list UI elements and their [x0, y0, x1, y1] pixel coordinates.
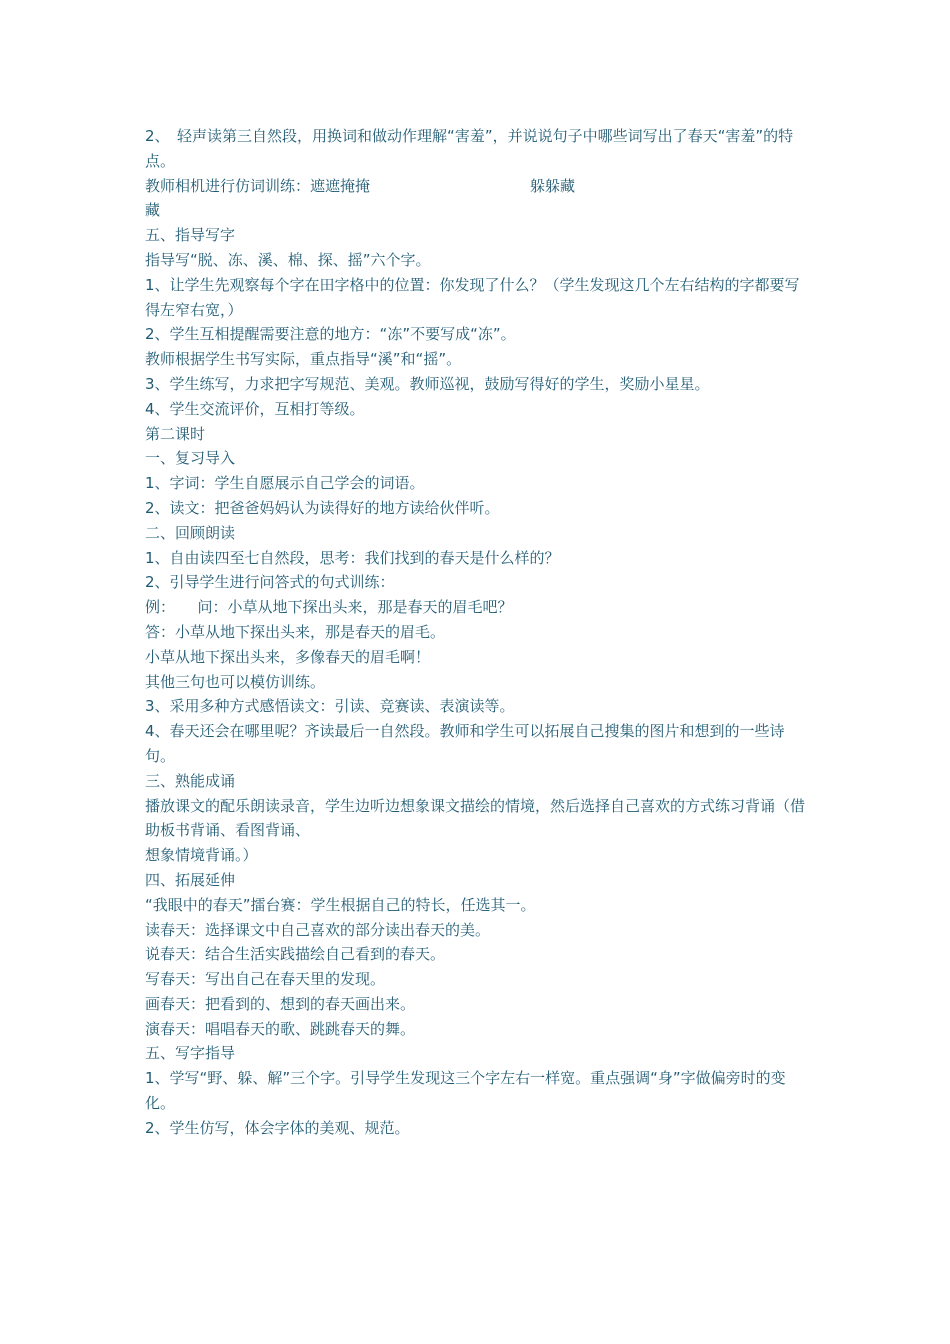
section-heading-recite: 三、熟能成诵: [145, 771, 236, 790]
paragraph-step-2-shy: 2、 轻声读第三自然段，用换词和做动作理解“害羞”，并说说句子中哪些词写出了春天“害羞”的特点。: [145, 127, 794, 170]
section-heading-writing-guidance: 五、写字指导: [145, 1044, 236, 1063]
paragraph-recite-method: 播放课文的配乐朗读录音，学生边听边想象课文描绘的情境，然后选择自己喜欢的方式练习背诵（借助板书背诵、看图背诵、: [145, 796, 806, 840]
paragraph-recite-continuation: 想象情境背诵。）: [145, 846, 258, 865]
word-training-continuation: 藏: [145, 201, 161, 220]
paragraph-speak-spring: 说春天：结合生活实践描绘自己看到的春天。: [145, 945, 446, 964]
section-heading-review: 一、复习导入: [145, 449, 236, 468]
document-body: [145, 124, 805, 1141]
paragraph-competition: “我眼中的春天”擂台赛：学生根据自己的特长，任选其一。: [145, 895, 536, 914]
paragraph-review-reading: 2、读文：把爸爸妈妈认为读得好的地方读给伙伴听。: [145, 498, 500, 517]
paragraph-writing-step-2: 2、学生互相提醒需要注意的地方：“冻”不要写成“冻”。: [145, 325, 516, 344]
paragraph-read-spring: 读春天：选择课文中自己喜欢的部分读出春天的美。: [145, 920, 491, 939]
lesson-heading-second: 第二课时: [145, 424, 206, 443]
word-training-label: 教师相机进行仿词训练：遮遮掩掩: [145, 176, 371, 195]
paragraph-perform-spring: 演春天：唱唱春天的歌、跳跳春天的舞。: [145, 1019, 416, 1038]
paragraph-writing-step-1: 1、让学生先观察每个字在田字格中的位置：你发现了什么？（学生发现这几个左右结构的字都要写得左窄右宽，）: [145, 275, 800, 319]
paragraph-reread-step-3: 3、采用多种方式感悟读文：引读、竞赛读、表演读等。: [145, 697, 515, 716]
paragraph-other-sentences: 其他三句也可以模仿训练。: [145, 672, 326, 691]
paragraph-character-writing: 1、学写“野、躲、解”三个字。引导学生发现这三个字左右一样宽。重点强调“身”字做偏旁时的变化。: [145, 1069, 786, 1113]
paragraph-review-words: 1、字词：学生自愿展示自己学会的词语。: [145, 474, 425, 493]
paragraph-reread-step-1: 1、自由读四至七自然段，思考：我们找到的春天是什么样的？: [145, 548, 560, 567]
paragraph-writing-intro: 指导写“脱、冻、溪、棉、探、摇”六个字。: [145, 250, 431, 269]
word-training-second: 躲躲藏: [530, 176, 576, 195]
section-heading-writing: 五、指导写字: [145, 226, 236, 245]
paragraph-writing-step-3: 3、学生练写，力求把字写规范、美观。教师巡视，鼓励写得好的学生，奖励小星星。: [145, 374, 710, 393]
section-heading-extension: 四、拓展延伸: [145, 870, 236, 889]
paragraph-student-practice: 2、学生仿写，体会字体的美观、规范。: [145, 1118, 410, 1137]
paragraph-writing-step-4: 4、学生交流评价，互相打等级。: [145, 399, 365, 418]
paragraph-teacher-guidance: 教师根据学生书写实际，重点指导“溪”和“摇”。: [145, 350, 462, 369]
paragraph-example-question: 例： 问：小草从地下探出头来，那是春天的眉毛吧？: [145, 598, 513, 617]
paragraph-draw-spring: 画春天：把看到的、想到的春天画出来。: [145, 994, 416, 1013]
paragraph-word-training: [145, 174, 805, 199]
paragraph-reread-step-2: 2、引导学生进行问答式的句式训练：: [145, 573, 395, 592]
paragraph-example-exclamation: 小草从地下探出头来，多像春天的眉毛啊！: [145, 647, 431, 666]
paragraph-reread-step-4: 4、春天还会在哪里呢？齐读最后一自然段。教师和学生可以拓展自己搜集的图片和想到的一些诗句。: [145, 722, 785, 765]
paragraph-write-spring: 写春天：写出自己在春天里的发现。: [145, 970, 386, 989]
section-heading-reread: 二、回顾朗读: [145, 523, 236, 542]
paragraph-example-answer: 答：小草从地下探出头来，那是春天的眉毛。: [145, 622, 446, 641]
